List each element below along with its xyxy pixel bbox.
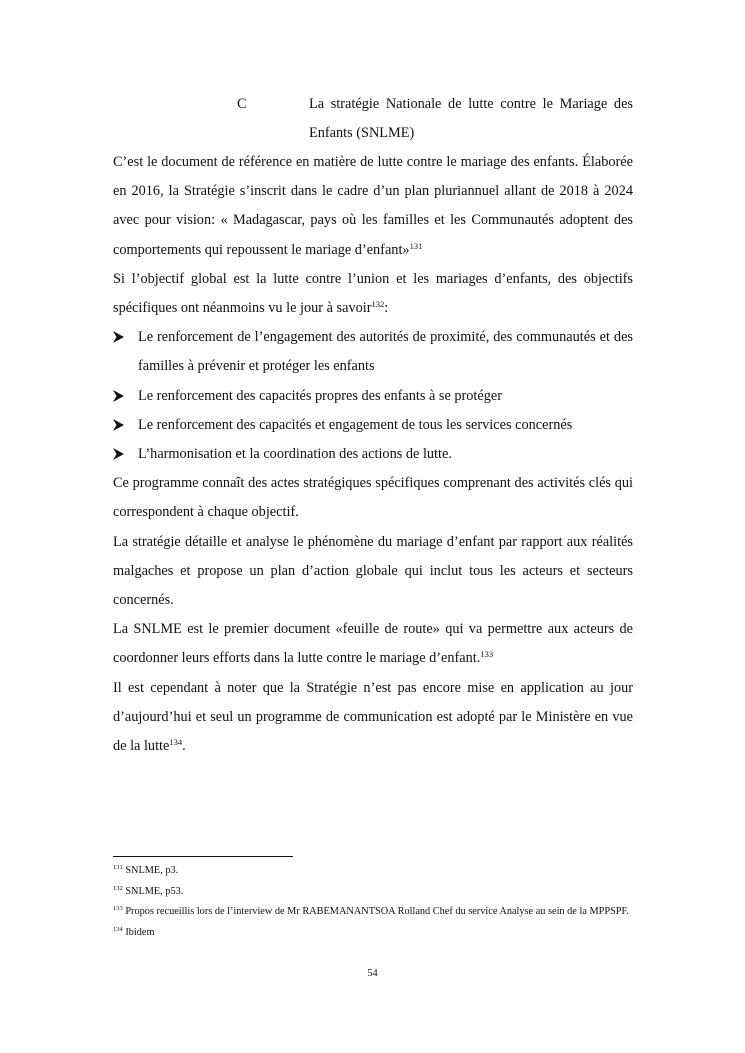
- paragraph-2-tail: :: [384, 300, 389, 317]
- footnote-text: SNLME, p3.: [122, 865, 179, 876]
- paragraph-4: La stratégie détaille et analyse le phénomène du mariage d’enfant par rapport aux réalités malgaches et propose un plan d’action globale qui inclut tous les acteurs et secteurs concernés.: [113, 533, 633, 609]
- paragraph-6-tail: .: [182, 738, 186, 755]
- list-item: [113, 440, 633, 469]
- list-item: [113, 411, 633, 440]
- page-number: 54: [367, 968, 378, 979]
- footnotes: [113, 861, 633, 943]
- list-item-text: Le renforcement des capacités et engagement de tous les services concernés: [138, 416, 573, 433]
- section-title: La stratégie Nationale de lutte contre le Mariage des Enfants (SNLME): [309, 96, 633, 142]
- paragraph-6: [113, 674, 633, 762]
- section-letter: C: [237, 96, 247, 112]
- arrowhead-bullet-icon: [113, 419, 124, 431]
- paragraph-1-text: C’est le document de référence en matière de lutte contre le mariage des enfants. Élaborée en 2016, la Stratégie s’inscrit dans le cadre d’un plan pluriannuel allant de 2018 à 2024 avec pour vision: « Madagascar, pays où les familles et les Communautés adoptent des comportements qui repoussent le mariage d’enfant»: [113, 154, 633, 258]
- footnote-text: SNLME, p53.: [122, 885, 184, 897]
- footnote-ref-132[interactable]: 132: [371, 299, 385, 310]
- arrowhead-bullet-icon: [113, 448, 124, 460]
- footnote-133: [113, 902, 633, 923]
- footnote-ref-134[interactable]: 134: [169, 737, 183, 748]
- section-heading: [113, 90, 633, 148]
- footnote-number: 133: [113, 905, 123, 912]
- objectives-list: [113, 323, 633, 469]
- list-item-text: Le renforcement des capacités propres des enfants à se protéger: [138, 387, 502, 404]
- paragraph-1: [113, 148, 633, 265]
- footnote-separator: [113, 856, 293, 857]
- paragraph-5: [113, 615, 633, 673]
- list-item: [113, 382, 633, 411]
- list-item-text: L’harmonisation et la coordination des actions de lutte.: [138, 446, 452, 463]
- paragraph-6-text: Il est cependant à noter que la Stratégie n’est pas encore mise en application au jour d’aujourd’hui et seul un programme de communication est adopté par le Ministère en vue de la lutte: [113, 679, 633, 755]
- footnote-number: 131: [113, 864, 123, 871]
- arrowhead-bullet-icon: [113, 331, 124, 343]
- footnote-ref-133[interactable]: 133: [480, 649, 494, 660]
- footnote-131: [113, 861, 633, 882]
- paragraph-2-text: Si l’objectif global est la lutte contre l’union et les mariages d’enfants, des objectifs spécifiques ont néanmoins vu le jour à savoir: [113, 270, 633, 317]
- footnote-number: 132: [113, 884, 123, 892]
- list-item: [113, 323, 633, 381]
- footnote-text: Propos recueillis lors de l’interview de Mr RABEMANANTSOA Rolland Chef du service Analyse au sein de la MPPSPF.: [122, 906, 629, 917]
- footnote-134: [113, 923, 633, 944]
- list-item-text: Le renforcement de l’engagement des autorités de proximité, des communautés et des familles à prévenir et protéger les enfants: [138, 329, 633, 375]
- arrowhead-bullet-icon: [113, 390, 124, 402]
- footnote-number: 134: [113, 925, 123, 933]
- page-body: [113, 90, 633, 761]
- paragraph-5-text: La SNLME est le premier document «feuille de route» qui va permettre aux acteurs de coordonner leurs efforts dans la lutte contre le mariage d’enfant.: [113, 621, 633, 667]
- paragraph-3: Ce programme connaît des actes stratégiques spécifiques comprenant des activités clés qui correspondent à chaque objectif.: [113, 475, 633, 521]
- footnote-132: [113, 882, 633, 903]
- paragraph-2: [113, 265, 633, 323]
- footnote-ref-131[interactable]: 131: [409, 240, 423, 251]
- footnote-text: Ibidem: [122, 926, 155, 938]
